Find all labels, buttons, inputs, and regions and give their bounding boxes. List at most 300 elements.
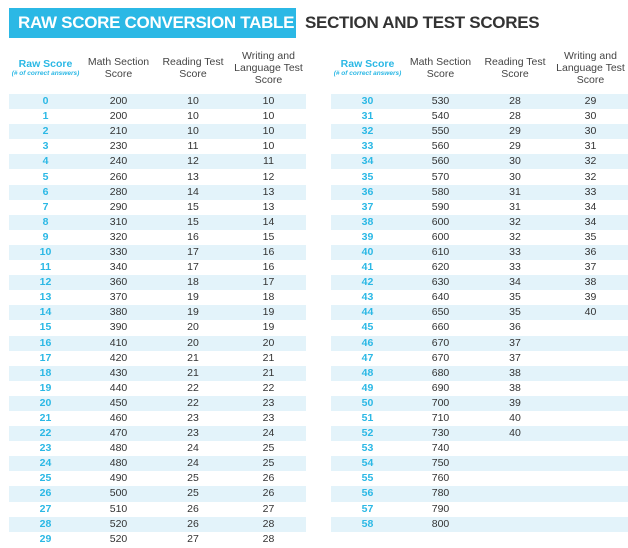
table-subtitle: SECTION AND TEST SCORES: [305, 13, 540, 32]
math-score-cell: 800: [404, 517, 477, 532]
reading-score-cell: 22: [187, 381, 199, 394]
raw-score-cell: 57: [361, 502, 374, 515]
math-score-cell: 730: [404, 426, 477, 441]
reading-score-cell: 28: [509, 110, 521, 123]
math-score-cell: 480: [82, 456, 155, 471]
raw-score-cell: 41: [361, 261, 374, 274]
math-score-cell: 320: [109, 230, 128, 243]
writing-score-cell: 10: [262, 140, 275, 153]
table-row: [331, 351, 628, 366]
math-score-cell: 370: [109, 291, 128, 304]
reading-score-cell: 40: [477, 426, 553, 441]
raw-score-cell: 13: [39, 291, 52, 304]
math-score-cell: 420: [109, 351, 128, 364]
math-score-cell: 240: [82, 154, 155, 169]
reading-score-cell: [477, 502, 553, 517]
writing-score-cell: 21: [262, 351, 275, 364]
reading-score-cell: 31: [509, 200, 521, 213]
math-score-header: Math Section Score: [409, 56, 472, 80]
reading-score-cell: 29: [477, 124, 553, 139]
reading-score-header: Reading Test Score: [162, 56, 224, 80]
reading-score-cell: 11: [187, 140, 199, 153]
reading-score-cell: 33: [477, 245, 553, 260]
table-row: [9, 169, 306, 184]
math-score-cell: 510: [109, 502, 128, 515]
table-row: [9, 411, 306, 426]
raw-score-cell: 6: [9, 185, 82, 200]
writing-score-cell: [553, 381, 628, 396]
reading-score-cell: [477, 471, 553, 486]
table-row: [9, 381, 306, 396]
table-row: [331, 230, 628, 245]
reading-score-cell: 26: [155, 517, 231, 532]
raw-score-cell: 27: [39, 502, 52, 515]
math-score-cell: 560: [431, 140, 450, 153]
reading-score-cell: 30: [477, 154, 553, 169]
raw-score-header: [9, 42, 82, 94]
writing-score-cell: 33: [553, 185, 628, 200]
reading-score-cell: 24: [155, 456, 231, 471]
table-row: [9, 351, 306, 366]
reading-score-cell: 23: [155, 426, 231, 441]
writing-score-cell: 28: [262, 532, 275, 545]
table-row: [9, 396, 306, 411]
raw-score-header-label: Raw Score: [18, 58, 73, 71]
table-row: [331, 396, 628, 411]
math-score-cell: 540: [431, 110, 450, 123]
math-score-cell: 500: [82, 486, 155, 501]
table-row: [331, 169, 628, 184]
reading-score-header: Reading Test Score: [484, 56, 546, 80]
raw-score-cell: 47: [361, 351, 374, 364]
writing-score-cell: 34: [584, 200, 597, 213]
reading-score-cell: 26: [187, 502, 199, 515]
raw-score-cell: 58: [331, 517, 404, 532]
writing-score-cell: 26: [231, 486, 306, 501]
raw-score-cell: 4: [9, 154, 82, 169]
table-row: [331, 381, 628, 396]
math-score-cell: 380: [82, 305, 155, 320]
raw-score-cell: 17: [39, 351, 52, 364]
raw-score-cell: 34: [331, 154, 404, 169]
raw-score-cell: 38: [331, 215, 404, 230]
reading-score-cell: [477, 441, 553, 456]
math-score-cell: 440: [109, 381, 128, 394]
writing-score-cell: [553, 502, 628, 517]
math-score-cell: 590: [431, 200, 450, 213]
raw-score-cell: 3: [42, 140, 49, 153]
table-row: [331, 441, 628, 456]
math-score-cell: 630: [404, 275, 477, 290]
table-row: [9, 456, 306, 471]
math-score-header: Math Section Score: [87, 56, 150, 80]
writing-score-cell: [553, 396, 628, 411]
math-score-cell: 450: [82, 396, 155, 411]
raw-score-cell: 25: [39, 472, 52, 485]
writing-score-cell: 39: [584, 291, 597, 304]
raw-score-header-note: (# of correct answers): [333, 70, 402, 78]
math-score-cell: 680: [404, 366, 477, 381]
math-score-cell: 520: [109, 532, 128, 545]
table-row: [331, 517, 628, 532]
writing-score-cell: 19: [262, 321, 275, 334]
math-score-cell: 660: [431, 321, 450, 334]
writing-score-cell: [553, 411, 628, 426]
raw-score-header: [331, 42, 404, 94]
table-row: [9, 471, 306, 486]
writing-score-cell: 40: [553, 305, 628, 320]
writing-score-cell: [553, 426, 628, 441]
reading-score-cell: 15: [187, 200, 199, 213]
raw-score-cell: 30: [331, 94, 404, 109]
math-score-cell: 670: [431, 351, 450, 364]
reading-score-cell: 36: [509, 321, 521, 334]
raw-score-cell: 19: [39, 381, 52, 394]
reading-score-cell: 38: [509, 381, 521, 394]
table-row: [9, 275, 306, 290]
raw-score-cell: 18: [9, 366, 82, 381]
raw-score-cell: 40: [331, 245, 404, 260]
writing-score-cell: 34: [553, 215, 628, 230]
writing-score-cell: 37: [584, 261, 597, 274]
raw-score-cell: 50: [331, 396, 404, 411]
writing-score-cell: 12: [262, 170, 275, 183]
raw-score-cell: 8: [9, 215, 82, 230]
table-row: [331, 185, 628, 200]
table-row: [331, 124, 628, 139]
raw-score-cell: 26: [9, 486, 82, 501]
raw-score-cell: 1: [42, 110, 49, 123]
raw-score-cell: 0: [9, 94, 82, 109]
reading-score-cell: 24: [187, 442, 199, 455]
table-row: [9, 94, 306, 109]
table-row: [9, 366, 306, 381]
math-score-cell: 700: [404, 396, 477, 411]
reading-score-cell: 39: [477, 396, 553, 411]
header-row: [9, 42, 306, 94]
table-row: [9, 260, 306, 275]
raw-score-cell: 54: [331, 456, 404, 471]
table-row: [331, 320, 628, 335]
writing-score-header: Writing and Language Test Score: [234, 50, 303, 86]
reading-score-cell: 31: [477, 185, 553, 200]
raw-score-cell: 49: [361, 381, 374, 394]
reading-score-cell: 17: [155, 245, 231, 260]
reading-score-cell: [477, 486, 553, 501]
raw-score-cell: 14: [9, 305, 82, 320]
table-row: [331, 336, 628, 351]
raw-score-cell: 22: [9, 426, 82, 441]
math-score-cell: 580: [404, 185, 477, 200]
writing-score-cell: 32: [584, 170, 597, 183]
math-score-cell: 340: [109, 261, 128, 274]
table-title: RAW SCORE CONVERSION TABLE 1: [9, 8, 296, 38]
math-score-cell: 650: [404, 305, 477, 320]
reading-score-cell: [477, 456, 553, 471]
raw-score-cell: 11: [39, 261, 52, 274]
table-row: [9, 139, 306, 154]
math-score-cell: 600: [431, 230, 450, 243]
score-table-right-body: [331, 94, 628, 532]
math-score-cell: 550: [404, 124, 477, 139]
reading-score-cell: 29: [509, 140, 521, 153]
raw-score-cell: 28: [9, 517, 82, 532]
math-score-cell: 760: [431, 472, 450, 485]
raw-score-header-label: Raw Score: [340, 58, 395, 71]
math-score-cell: 670: [404, 336, 477, 351]
raw-score-cell: 23: [39, 442, 52, 455]
reading-score-cell: 21: [155, 366, 231, 381]
table-row: [9, 124, 306, 139]
table-row: [9, 486, 306, 501]
math-score-cell: 790: [431, 502, 450, 515]
table-row: [331, 109, 628, 124]
table-row: [331, 200, 628, 215]
math-score-cell: 310: [82, 215, 155, 230]
table-row: [331, 411, 628, 426]
raw-score-cell: 55: [361, 472, 374, 485]
raw-score-cell: 21: [39, 412, 52, 425]
raw-score-cell: 42: [331, 275, 404, 290]
score-table-right: [331, 42, 628, 532]
score-table-left-body: [9, 94, 306, 547]
writing-score-cell: 25: [262, 442, 275, 455]
reading-score-cell: 37: [509, 351, 521, 364]
math-score-cell: 690: [431, 381, 450, 394]
writing-score-cell: [553, 320, 628, 335]
reading-score-cell: 17: [187, 261, 199, 274]
math-score-cell: 480: [109, 442, 128, 455]
math-score-cell: 360: [82, 275, 155, 290]
writing-score-cell: [553, 517, 628, 532]
math-score-cell: 740: [431, 442, 450, 455]
reading-score-cell: 16: [187, 230, 199, 243]
table-row: [331, 215, 628, 230]
raw-score-cell: 56: [331, 486, 404, 501]
reading-score-cell: 32: [477, 215, 553, 230]
math-score-cell: 570: [431, 170, 450, 183]
table-row: [9, 109, 306, 124]
writing-score-cell: 10: [231, 94, 306, 109]
writing-score-header: Writing and Language Test Score: [556, 50, 625, 86]
reading-score-cell: 37: [477, 336, 553, 351]
reading-score-cell: 33: [509, 261, 521, 274]
reading-score-cell: 25: [155, 486, 231, 501]
table-row: [9, 245, 306, 260]
raw-score-cell: 33: [361, 140, 374, 153]
reading-score-cell: 30: [509, 170, 521, 183]
reading-score-cell: 10: [187, 110, 199, 123]
writing-score-cell: 14: [231, 215, 306, 230]
reading-score-cell: 20: [155, 336, 231, 351]
writing-score-cell: 24: [231, 426, 306, 441]
table-row: [331, 245, 628, 260]
math-score-cell: 230: [109, 140, 128, 153]
raw-score-header-note: (# of correct answers): [11, 70, 80, 78]
writing-score-cell: 18: [262, 291, 275, 304]
table-row: [331, 305, 628, 320]
reading-score-cell: 20: [187, 321, 199, 334]
reading-score-cell: 28: [477, 94, 553, 109]
raw-score-cell: 48: [331, 366, 404, 381]
table-row: [331, 275, 628, 290]
writing-score-cell: 13: [262, 200, 275, 213]
writing-score-cell: [553, 441, 628, 456]
math-score-cell: 530: [404, 94, 477, 109]
reading-score-cell: 10: [155, 94, 231, 109]
raw-score-cell: 52: [331, 426, 404, 441]
reading-score-cell: 13: [187, 170, 199, 183]
math-score-cell: 200: [109, 110, 128, 123]
writing-score-cell: 30: [553, 124, 628, 139]
writing-score-cell: 30: [584, 110, 597, 123]
math-score-cell: 200: [82, 94, 155, 109]
math-score-cell: 390: [109, 321, 128, 334]
writing-score-cell: 23: [231, 396, 306, 411]
reading-score-cell: 19: [187, 291, 199, 304]
table-row: [331, 502, 628, 517]
table-row: [9, 336, 306, 351]
math-score-cell: 260: [109, 170, 128, 183]
raw-score-cell: 32: [331, 124, 404, 139]
math-score-cell: 710: [431, 412, 450, 425]
table-row: [9, 502, 306, 517]
raw-score-cell: 7: [42, 200, 49, 213]
raw-score-cell: 53: [361, 442, 374, 455]
writing-score-cell: 38: [553, 275, 628, 290]
reading-score-cell: 32: [509, 230, 521, 243]
table-row: [331, 260, 628, 275]
raw-score-cell: 39: [361, 230, 374, 243]
math-score-cell: 430: [82, 366, 155, 381]
math-score-cell: 290: [109, 200, 128, 213]
writing-score-cell: 27: [262, 502, 275, 515]
math-score-cell: 210: [82, 124, 155, 139]
reading-score-cell: 22: [155, 396, 231, 411]
math-score-cell: 410: [82, 336, 155, 351]
math-score-cell: 520: [82, 517, 155, 532]
raw-score-cell: 20: [9, 396, 82, 411]
table-row: [331, 471, 628, 486]
writing-score-cell: 10: [262, 110, 275, 123]
writing-score-cell: [553, 336, 628, 351]
math-score-cell: 560: [404, 154, 477, 169]
writing-score-cell: 10: [231, 124, 306, 139]
writing-score-cell: 19: [231, 305, 306, 320]
raw-score-cell: 37: [361, 200, 374, 213]
raw-score-cell: 24: [9, 456, 82, 471]
math-score-cell: 610: [404, 245, 477, 260]
writing-score-cell: 15: [262, 230, 275, 243]
math-score-cell: 490: [109, 472, 128, 485]
writing-score-cell: 21: [231, 366, 306, 381]
raw-score-cell: 10: [9, 245, 82, 260]
table-row: [331, 426, 628, 441]
writing-score-cell: 26: [262, 472, 275, 485]
math-score-cell: 620: [431, 261, 450, 274]
raw-score-cell: 43: [361, 291, 374, 304]
table-row: [9, 230, 306, 245]
writing-score-cell: 29: [553, 94, 628, 109]
math-score-cell: 640: [431, 291, 450, 304]
reading-score-cell: 19: [155, 305, 231, 320]
reading-score-cell: 23: [187, 412, 199, 425]
writing-score-cell: [553, 366, 628, 381]
table-row: [9, 290, 306, 305]
reading-score-cell: 25: [187, 472, 199, 485]
raw-score-cell: 2: [9, 124, 82, 139]
writing-score-cell: [553, 486, 628, 501]
table-row: [9, 532, 306, 547]
table-row: [331, 366, 628, 381]
reading-score-cell: 18: [155, 275, 231, 290]
writing-score-cell: [553, 456, 628, 471]
table-row: [9, 441, 306, 456]
writing-score-cell: [553, 351, 628, 366]
writing-score-cell: 31: [584, 140, 597, 153]
raw-score-cell: 16: [9, 336, 82, 351]
raw-score-cell: 15: [39, 321, 52, 334]
raw-score-cell: 31: [361, 110, 374, 123]
table-row: [9, 200, 306, 215]
score-table-left: [9, 42, 306, 547]
writing-score-cell: 11: [231, 154, 306, 169]
raw-score-cell: 35: [361, 170, 374, 183]
writing-score-cell: 36: [553, 245, 628, 260]
writing-score-cell: 28: [231, 517, 306, 532]
writing-score-cell: [553, 471, 628, 486]
reading-score-cell: 38: [477, 366, 553, 381]
table-row: [9, 215, 306, 230]
writing-score-cell: 16: [262, 261, 275, 274]
writing-score-cell: 25: [231, 456, 306, 471]
writing-score-cell: 20: [231, 336, 306, 351]
table-row: [9, 320, 306, 335]
reading-score-cell: 35: [509, 291, 521, 304]
reading-score-cell: 15: [155, 215, 231, 230]
table-row: [9, 154, 306, 169]
writing-score-cell: 35: [584, 230, 597, 243]
raw-score-cell: 9: [42, 230, 49, 243]
table-row: [9, 185, 306, 200]
table-row: [9, 517, 306, 532]
math-score-cell: 750: [404, 456, 477, 471]
writing-score-cell: 22: [262, 381, 275, 394]
math-score-cell: 780: [404, 486, 477, 501]
math-score-cell: 280: [82, 185, 155, 200]
writing-score-cell: 17: [231, 275, 306, 290]
table-row: [331, 486, 628, 501]
table-row: [331, 154, 628, 169]
reading-score-cell: 12: [155, 154, 231, 169]
writing-score-cell: 23: [262, 412, 275, 425]
raw-score-cell: 5: [42, 170, 49, 183]
reading-score-cell: 40: [509, 412, 521, 425]
math-score-cell: 600: [404, 215, 477, 230]
writing-score-cell: 32: [553, 154, 628, 169]
raw-score-cell: 36: [331, 185, 404, 200]
reading-score-cell: [477, 517, 553, 532]
math-score-cell: 330: [82, 245, 155, 260]
table-row: [331, 290, 628, 305]
math-score-cell: 460: [109, 412, 128, 425]
reading-score-cell: 10: [155, 124, 231, 139]
table-row: [9, 305, 306, 320]
reading-score-cell: 14: [155, 185, 231, 200]
table-row: [331, 139, 628, 154]
reading-score-cell: 34: [477, 275, 553, 290]
raw-score-cell: 46: [331, 336, 404, 351]
